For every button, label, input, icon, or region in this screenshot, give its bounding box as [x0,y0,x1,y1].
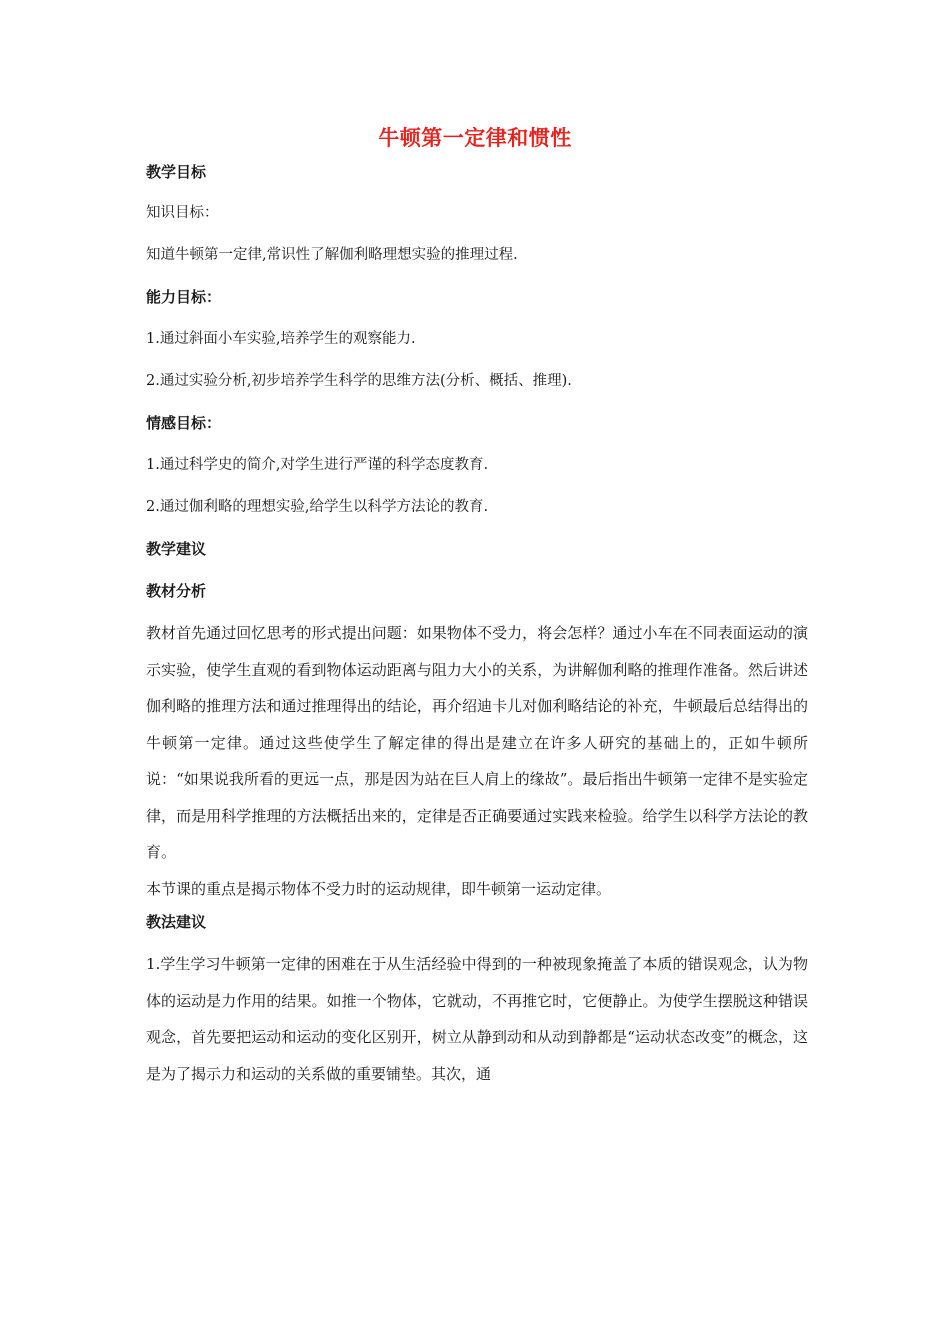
knowledge-goal-label: 知识目标： [146,205,219,221]
heading-teaching-goals: 教学目标 [146,163,207,181]
ability-goal-1: 1.通过斜面小车实验,培养学生的观察能力. [146,331,416,347]
heading-ability-goals: 能力目标： [146,288,222,306]
emotion-goal-1: 1.通过科学史的简介,对学生进行严谨的科学态度教育. [146,457,489,473]
document-body [146,159,808,1092]
heading-teaching-suggestions: 教学建议 [146,540,207,558]
heading-emotion-goals: 情感目标： [146,414,222,432]
heading-material-analysis: 教材分析 [146,582,207,600]
heading-method-suggestions: 教法建议 [146,913,207,931]
method-paragraph-1: 1.学生学习牛顿第一定律的困难在于从生活经验中得到的一种被现象掩盖了本质的错误观念，认为物体的运动是力作用的结果。如推一个物体，它就动，不再推它时，它便静止。为使学生摆脱这种错误观念，首先要把运动和运动的变化区别开，树立从静到动和从动到静都是“运动状态改变”的概念，这是为了揭示力和运动的关系做的重要铺垫。其次，通 [146,955,808,1083]
knowledge-goal-text: 知道牛顿第一定律,常识性了解伽利略理想实验的推理过程. [146,247,518,263]
ability-goal-2: 2.通过实验分析,初步培养学生科学的思维方法(分析、概括、推理). [146,373,572,389]
document-title: 牛顿第一定律和惯性 [378,126,572,150]
key-point-paragraph: 本节课的重点是揭示物体不受力时的运动规律，即牛顿第一运动定律。 [146,879,612,898]
emotion-goal-2: 2.通过伽利略的理想实验,给学生以科学方法论的教育. [146,499,489,515]
material-analysis-paragraph: 教材首先通过回忆思考的形式提出问题：如果物体不受力，将会怎样？通过小车在不同表面运动的演示实验，使学生直观的看到物体运动距离与阻力大小的关系，为讲解伽利略的推理作准备。然后讲述伽利略的推理方法和通过推理得出的结论，再介绍迪卡儿对伽利略结论的补充，牛顿最后总结得出的牛顿第一定律。通过这些使学生了解定律的得出是建立在许多人研究的基础上的，正如牛顿所说：“如果说我所看的更远一点，那是因为站在巨人肩上的缘故”。最后指出牛顿第一定律不是实验定律，而是用科学推理的方法概括出来的，定律是否正确要通过实践来检验。给学生以科学方法论的教育。 [146,624,808,861]
